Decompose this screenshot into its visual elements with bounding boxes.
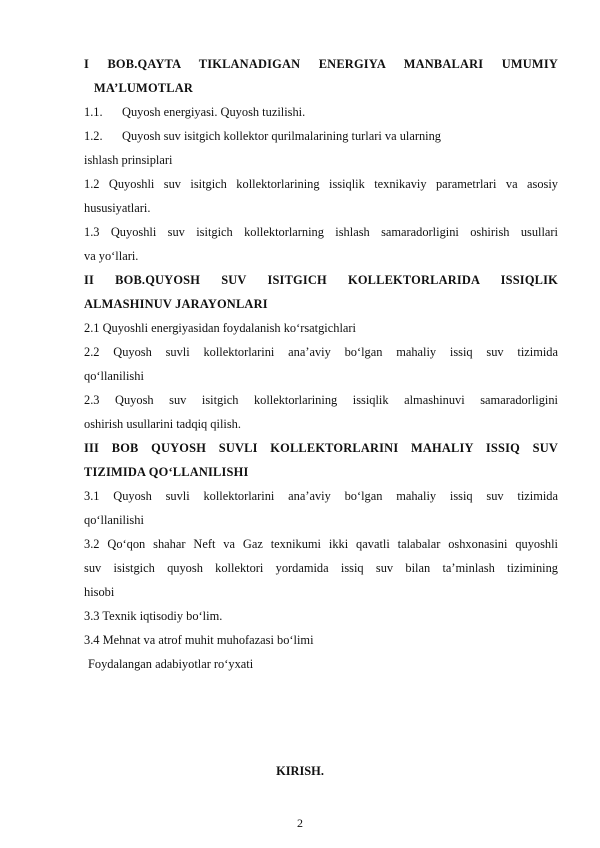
section-3-2-line-2: suv isistgich quyosh kollektori yordamida issiq suv bilan ta’minlash tizimining bbox=[84, 561, 558, 575]
section-1-2b-line-2: hususiyatlari. bbox=[84, 201, 151, 215]
section-3-2-line-3: hisobi bbox=[84, 585, 115, 599]
section-1-2b-line-1: 1.2 Quyoshli suv isitgich kollektorlarining issiqlik texnikaviy parametrlari va asosiy bbox=[84, 177, 558, 191]
section-2-3-line-1: 2.3 Quyosh suv isitgich kollektorlarining issiqlik almashinuvi samaradorligini bbox=[84, 393, 558, 407]
chapter-2-title-line-2: ALMASHINUV JARAYONLARI bbox=[84, 297, 268, 311]
section-1-1-number: 1.1. bbox=[84, 105, 103, 119]
section-2-2-line-2: qo‘llanilishi bbox=[84, 369, 144, 383]
section-1-2-number: 1.2. bbox=[84, 129, 103, 143]
section-1-1 bbox=[84, 100, 558, 124]
page-number: 2 bbox=[297, 816, 303, 830]
section-3-1-line-1: 3.1 Quyosh suvli kollektorlarini ana’aviy bo‘lgan mahaliy issiq suv tizimida bbox=[84, 489, 558, 503]
chapter-3-title-line-1: III BOB QUYOSH SUVLI KOLLEKTORLARINI MAHALIY ISSIQ SUV bbox=[84, 441, 558, 455]
section-3-2-line-1: 3.2 Qo‘qon shahar Neft va Gaz texnikumi ikki qavatli talabalar oshxonasini quyoshli bbox=[84, 537, 558, 551]
chapter-2-title-line-1: II BOB.QUYOSH SUV ISITGICH KOLLEKTORLARIDA ISSIQLIK bbox=[84, 273, 558, 287]
section-3-3: 3.3 Texnik iqtisodiy bo‘lim. bbox=[84, 609, 223, 623]
section-1-2 bbox=[84, 124, 558, 148]
section-1-2-text: Quyosh suv isitgich kollektor qurilmalarining turlari va ularning bbox=[122, 129, 442, 143]
section-3-4: 3.4 Mehnat va atrof muhit muhofazasi bo‘limi bbox=[84, 633, 314, 647]
section-2-1: 2.1 Quyoshli energiyasidan foydalanish ko‘rsatgichlari bbox=[84, 321, 356, 335]
section-3-1-line-2: qo‘llanilishi bbox=[84, 513, 144, 527]
table-of-contents bbox=[84, 52, 558, 676]
section-2-2-line-1: 2.2 Quyosh suvli kollektorlarini ana’aviy bo‘lgan mahaliy issiq suv tizimida bbox=[84, 345, 558, 359]
chapter-3-title-line-2: TIZIMIDA QO‘LLANILISHI bbox=[84, 465, 249, 479]
section-1-3-line-1: 1.3 Quyoshli suv isitgich kollektorlarning ishlash samaradorligini oshirish usullari bbox=[84, 225, 558, 239]
references-entry: Foydalangan adabiyotlar ro‘yxati bbox=[88, 657, 254, 671]
section-2-3-line-2: oshirish usullarini tadqiq qilish. bbox=[84, 417, 241, 431]
chapter-1-title-line-2: MA’LUMOTLAR bbox=[94, 81, 194, 95]
section-1-3-line-2: va yo‘llari. bbox=[84, 249, 139, 263]
introduction-heading: KIRISH. bbox=[276, 764, 324, 778]
section-1-2-line-2: ishlash prinsiplari bbox=[84, 153, 173, 167]
chapter-1-title-line-1: I BOB.QAYTA TIKLANADIGAN ENERGIYA MANBALARI UMUMIY bbox=[84, 57, 558, 71]
section-1-1-text: Quyosh energiyasi. Quyosh tuzilishi. bbox=[122, 105, 306, 119]
